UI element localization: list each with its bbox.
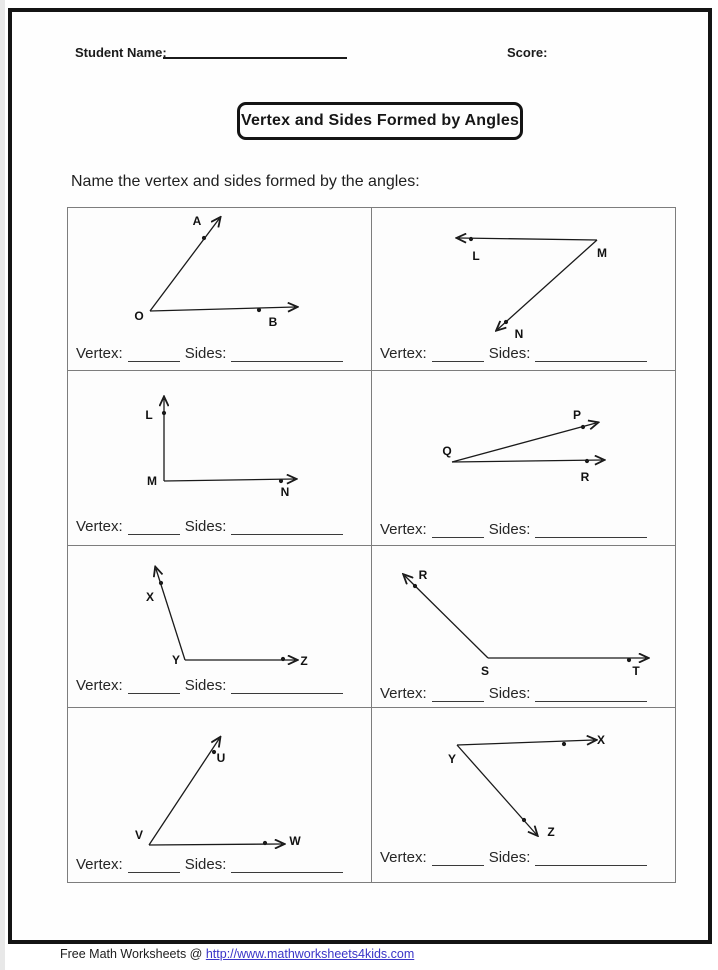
vertex-label-S: S: [480, 664, 490, 678]
ray-Y-X: [457, 740, 594, 745]
point-label-R: R: [580, 470, 590, 484]
sides-prompt-label: Sides:: [184, 345, 227, 362]
point-dot-B: [257, 308, 261, 312]
vertex-answer-blank: [432, 848, 484, 866]
point-dot-N: [504, 320, 508, 324]
problem-cell-5: [68, 546, 372, 708]
problem-cell-1: [68, 208, 372, 371]
vertex-label-O: O: [134, 309, 144, 323]
sides-answer-blank: [535, 344, 647, 362]
problem-cell-7: [68, 708, 372, 882]
footer-link[interactable]: http://www.mathworksheets4kids.com: [205, 947, 415, 961]
sides-answer-blank: [231, 517, 343, 535]
point-label-Z: Z: [547, 825, 555, 839]
point-dot-R: [585, 459, 589, 463]
sides-answer-blank: [231, 855, 343, 873]
ray-V-W: [149, 844, 282, 845]
worksheet-title: Vertex and Sides Formed by Angles: [240, 112, 520, 129]
ray-M-N: [498, 240, 597, 329]
ray-V-U: [149, 739, 219, 845]
vertex-answer-blank: [432, 344, 484, 362]
problem-cell-4: [372, 371, 675, 546]
point-label-N: N: [280, 485, 290, 499]
scan-edge-artifact: [0, 0, 5, 970]
point-label-N: N: [514, 327, 524, 341]
sides-prompt-label: Sides:: [184, 518, 227, 535]
worksheet-title-box: [237, 102, 523, 140]
point-dot-R: [413, 584, 417, 588]
sides-prompt-label: Sides:: [488, 849, 531, 866]
answer-line-8: [380, 848, 669, 866]
ray-Q-R: [452, 460, 602, 462]
problems-grid: [67, 207, 676, 883]
point-label-L: L: [472, 249, 480, 263]
problem-cell-6: [372, 546, 675, 708]
score-label: Score:: [507, 45, 548, 60]
vertex-prompt-label: Vertex:: [76, 677, 123, 694]
vertex-prompt-label: Vertex:: [76, 856, 123, 873]
point-dot-W: [263, 841, 267, 845]
footer: [60, 947, 414, 961]
ray-O-A: [150, 219, 219, 311]
vertex-prompt-label: Vertex:: [76, 518, 123, 535]
point-label-B: B: [268, 315, 278, 329]
point-label-U: U: [216, 751, 226, 765]
point-dot-L: [469, 237, 473, 241]
vertex-answer-blank: [432, 684, 484, 702]
point-label-L: L: [145, 408, 153, 422]
vertex-label-M: M: [597, 246, 607, 260]
point-label-X: X: [596, 733, 606, 747]
vertex-prompt-label: Vertex:: [380, 521, 427, 538]
point-dot-Z: [522, 818, 526, 822]
problem-cell-3: [68, 371, 372, 546]
ray-O-B: [150, 307, 295, 311]
vertex-answer-blank: [432, 520, 484, 538]
point-dot-T: [627, 658, 631, 662]
vertex-prompt-label: Vertex:: [380, 685, 427, 702]
vertex-answer-blank: [128, 855, 180, 873]
instruction-text: Name the vertex and sides formed by the angles:: [71, 173, 420, 190]
answer-line-7: [76, 855, 365, 873]
sides-prompt-label: Sides:: [488, 685, 531, 702]
student-name-blank: [163, 42, 347, 59]
sides-prompt-label: Sides:: [184, 856, 227, 873]
point-dot-Z: [281, 657, 285, 661]
answer-line-6: [380, 684, 669, 702]
answer-line-3: [76, 517, 365, 535]
point-label-Z: Z: [300, 654, 308, 668]
vertex-label-Q: Q: [442, 444, 452, 458]
point-dot-L: [162, 411, 166, 415]
point-label-R: R: [418, 568, 428, 582]
answer-line-2: [380, 344, 669, 362]
vertex-label-Y: Y: [171, 653, 181, 667]
page-border-frame: [8, 8, 712, 944]
answer-line-4: [380, 520, 669, 538]
vertex-label-M: M: [147, 474, 157, 488]
ray-M-L: [459, 238, 597, 240]
vertex-answer-blank: [128, 676, 180, 694]
sides-answer-blank: [535, 520, 647, 538]
vertex-label-Y: Y: [447, 752, 457, 766]
footer-text: Free Math Worksheets @: [60, 947, 206, 961]
problem-cell-2: [372, 208, 675, 371]
student-name-label: Student Name:: [75, 45, 167, 60]
problem-cell-8: [372, 708, 675, 882]
point-label-T: T: [632, 664, 640, 678]
point-dot-X: [562, 742, 566, 746]
vertex-answer-blank: [128, 344, 180, 362]
ray-M-N: [164, 479, 294, 481]
point-label-A: A: [192, 214, 202, 228]
point-dot-P: [581, 425, 585, 429]
point-label-W: W: [289, 834, 301, 848]
ray-S-R: [405, 576, 488, 658]
point-label-P: P: [572, 408, 582, 422]
sides-prompt-label: Sides:: [184, 677, 227, 694]
point-label-X: X: [145, 590, 155, 604]
answer-line-1: [76, 344, 365, 362]
point-dot-N: [279, 479, 283, 483]
sides-answer-blank: [231, 676, 343, 694]
vertex-prompt-label: Vertex:: [380, 345, 427, 362]
sides-prompt-label: Sides:: [488, 521, 531, 538]
sides-answer-blank: [535, 684, 647, 702]
vertex-prompt-label: Vertex:: [380, 849, 427, 866]
answer-line-5: [76, 676, 365, 694]
sides-answer-blank: [231, 344, 343, 362]
vertex-answer-blank: [128, 517, 180, 535]
sides-prompt-label: Sides:: [488, 345, 531, 362]
ray-Q-P: [452, 423, 596, 462]
vertex-label-V: V: [134, 828, 144, 842]
point-dot-X: [159, 581, 163, 585]
point-dot-U: [212, 750, 216, 754]
vertex-prompt-label: Vertex:: [76, 345, 123, 362]
sides-answer-blank: [535, 848, 647, 866]
point-dot-A: [202, 236, 206, 240]
